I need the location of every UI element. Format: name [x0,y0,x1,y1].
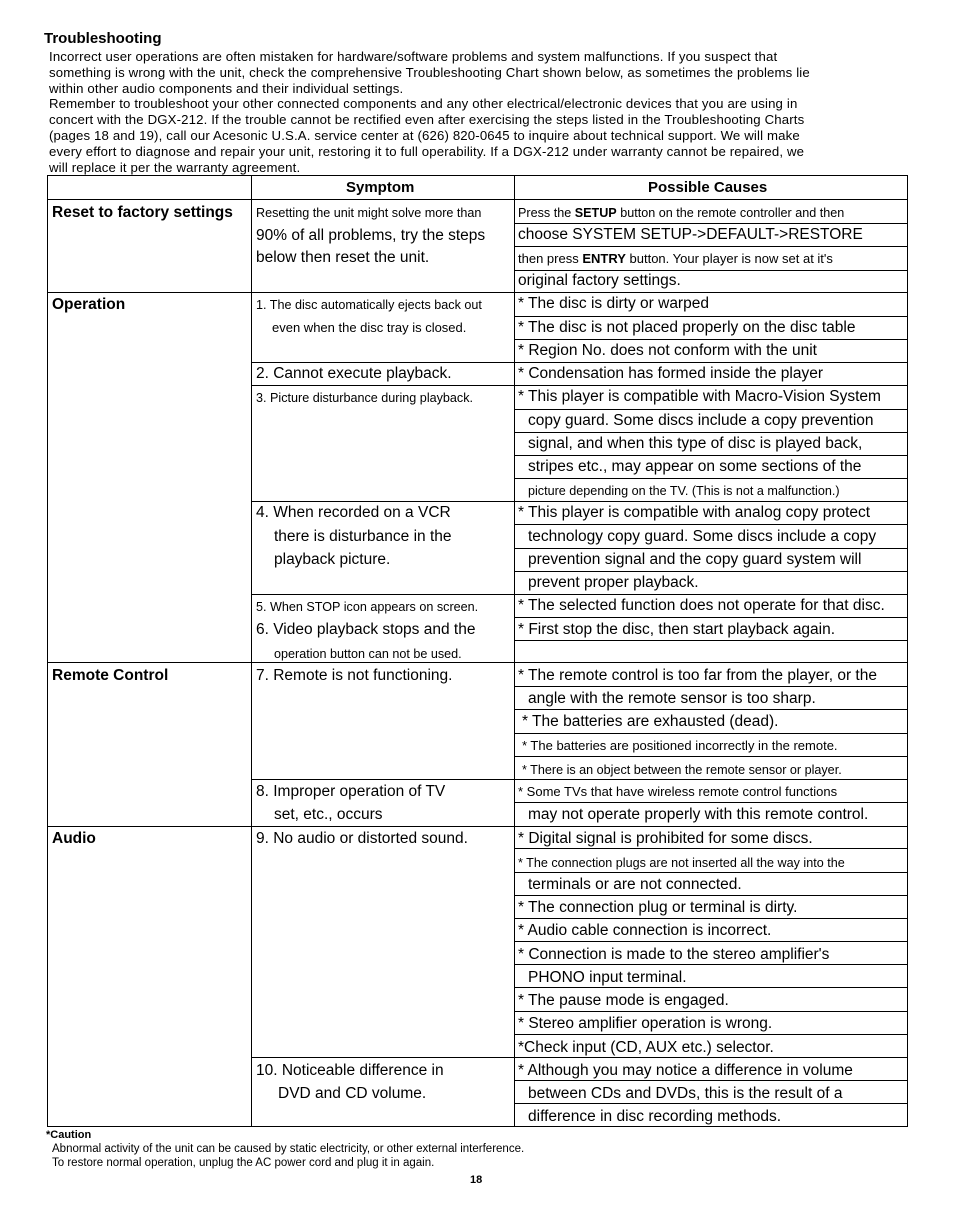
cause-text: * Region No. does not conform with the unit [518,342,817,359]
cause-divider [514,524,907,525]
cause-text: * Connection is made to the stereo amplifier's [518,946,830,963]
row-divider [251,1057,907,1058]
cause-text: * The disc is not placed properly on the disc table [518,319,856,336]
row-divider [251,362,907,363]
cause-divider [514,1034,907,1035]
cause-text: prevent proper playback. [528,574,699,591]
entry-keyword: ENTRY [582,251,626,266]
intro-line: something is wrong with the unit, check the comprehensive Troubleshooting Chart shown below, as sometimes the problems lie [49,64,810,80]
symptom-text: 90% of all problems, try the steps [256,227,486,244]
symptom-text: 3. Picture disturbance during playback. [256,391,474,405]
symptom-text: 8. Improper operation of TV [256,783,446,800]
cause-text: * Condensation has formed inside the player [518,365,824,382]
header-symptom: Symptom [346,179,415,196]
cause-divider [514,987,907,988]
symptom-text: 4. When recorded on a VCR [256,504,451,521]
cause-text: * First stop the disc, then start playback again. [518,621,836,638]
cause-divider [514,1080,907,1081]
category-remote-control: Remote Control [52,667,169,684]
cause-divider [514,756,907,757]
cause-text: * The disc is dirty or warped [518,295,709,312]
column-divider [251,176,252,1126]
symptom-text: Resetting the unit might solve more than [256,206,482,220]
symptom-text: DVD and CD volume. [278,1085,427,1102]
cause-divider [514,478,907,479]
caution-text: Abnormal activity of the unit can be caused by static electricity, or other external interference. [52,1143,525,1155]
symptom-text: 6. Video playback stops and the [256,621,476,638]
cause-text: prevention signal and the copy guard system will [528,551,862,568]
page-number: 18 [470,1174,483,1186]
row-divider [48,826,907,827]
caution-title: *Caution [46,1129,92,1141]
cause-text: * The connection plugs are not inserted all the way into the [518,856,845,870]
cause-divider [514,802,907,803]
symptom-text: playback picture. [274,551,391,568]
cause-text: * The batteries are exhausted (dead). [522,713,779,730]
cause-text: * The connection plug or terminal is dirty. [518,899,798,916]
symptom-text: 2. Cannot execute playback. [256,365,452,382]
symptom-text: below then reset the unit. [256,249,430,266]
intro-clip [0,0,954,176]
page-title: Troubleshooting [44,30,162,47]
intro-line: Remember to troubleshoot your other connected components and any other electrical/electronic devices that you are using in [49,96,798,112]
intro-line: (pages 18 and 19), call our Acesonic U.S.A. service center at (626) 820-0645 to inquire about technical support. We will make [49,127,800,143]
cause-text: may not operate properly with this remote control. [528,806,869,823]
cause-text: technology copy guard. Some discs include a copy [528,528,877,545]
cause-divider [514,1103,907,1104]
cause-text: * Some TVs that have wireless remote control functions [518,784,838,799]
cause-divider [514,964,907,965]
symptom-text: there is disturbance in the [274,528,452,545]
column-divider [514,176,515,1126]
cause-divider [514,895,907,896]
cause-text: * This player is compatible with Macro-Vision System [518,388,881,405]
cause-divider [514,686,907,687]
cause-divider [514,709,907,710]
symptom-text: 9. No audio or distorted sound. [256,830,468,847]
cause-text: Press the SETUP button on the remote controller and then [518,206,845,220]
cause-text: terminals or are not connected. [528,876,742,893]
cause-text: * Although you may notice a difference in volume [518,1062,853,1079]
category-reset: Reset to factory settings [52,204,233,221]
category-operation: Operation [52,296,126,313]
cause-divider [514,617,907,618]
cause-text: * The pause mode is engaged. [518,992,729,1009]
cause-text: then press ENTRY button. Your player is now set at it's [518,251,833,266]
cause-divider [514,223,907,224]
cause-divider [514,848,907,849]
cause-text: choose SYSTEM SETUP->DEFAULT->RESTORE [518,226,863,243]
cause-divider [514,941,907,942]
header-possible-causes: Possible Causes [648,179,768,196]
symptom-text: 1. The disc automatically ejects back out [256,298,482,312]
cause-divider [514,571,907,572]
symptom-text: operation button can not be used. [274,647,462,661]
cause-text: PHONO input terminal. [528,969,687,986]
cause-text: * Audio cable connection is incorrect. [518,922,772,939]
cause-divider [514,640,907,641]
cause-divider [514,872,907,873]
cause-divider [514,455,907,456]
cause-divider [514,548,907,549]
cause-text: copy guard. Some discs include a copy prevention [528,412,874,429]
intro-line: every effort to diagnose and repair your unit, restoring it to full operability. If a DGX-212 under warranty cannot be repaired, we [49,143,805,159]
symptom-text: 7. Remote is not functioning. [256,667,453,684]
cause-divider [514,733,907,734]
cause-text: * Stereo amplifier operation is wrong. [518,1015,773,1032]
cause-text: * This player is compatible with analog copy protect [518,504,871,521]
intro-line: concert with the DGX-212. If the trouble cannot be rectified even after exercising the steps listed in the Troubleshooting Charts [49,112,805,128]
setup-keyword: SETUP [574,206,617,220]
cause-divider [514,409,907,410]
cause-divider [514,1011,907,1012]
cause-text: difference in disc recording methods. [528,1108,782,1125]
row-divider [251,501,907,502]
cause-text: * There is an object between the remote sensor or player. [522,763,842,777]
intro-line: will replace it per the warranty agreement. [49,159,301,175]
cause-divider [514,432,907,433]
cause-divider [514,246,907,247]
cause-text: * The remote control is too far from the player, or the [518,667,877,684]
row-divider [48,199,907,200]
row-divider [251,779,907,780]
intro-paragraph [49,49,919,175]
intro-line: Incorrect user operations are often mistaken for hardware/software problems and system malfunctions. If you suspect that [49,49,778,64]
row-divider [251,594,907,595]
cause-text: signal, and when this type of disc is played back, [528,435,863,452]
cause-text: * The selected function does not operate for that disc. [518,597,885,614]
row-divider [48,662,907,663]
row-divider [251,385,907,386]
cause-text: stripes etc., may appear on some sections of the [528,458,862,475]
symptom-text: 10. Noticeable difference in [256,1062,444,1079]
cause-divider [514,339,907,340]
cause-text: picture depending on the TV. (This is not a malfunction.) [528,484,840,498]
cause-divider [514,270,907,271]
cause-divider [514,918,907,919]
cause-text: *Check input (CD, AUX etc.) selector. [518,1039,774,1056]
cause-text: between CDs and DVDs, this is the result of a [528,1085,843,1102]
intro-line: within other audio components and their individual settings. [49,80,404,96]
symptom-text: even when the disc tray is closed. [272,320,467,335]
row-divider [48,292,907,293]
symptom-text: set, etc., occurs [274,806,383,823]
cause-divider [514,316,907,317]
troubleshooting-table [47,175,908,1127]
symptom-text: 5. When STOP icon appears on screen. [256,600,479,614]
category-audio: Audio [52,830,96,847]
caution-text: To restore normal operation, unplug the AC power cord and plug it in again. [52,1157,435,1169]
cause-text: angle with the remote sensor is too sharp. [528,690,816,707]
cause-text: * The batteries are positioned incorrectly in the remote. [522,738,838,753]
cause-text: original factory settings. [518,272,681,289]
cause-text: * Digital signal is prohibited for some discs. [518,830,813,847]
